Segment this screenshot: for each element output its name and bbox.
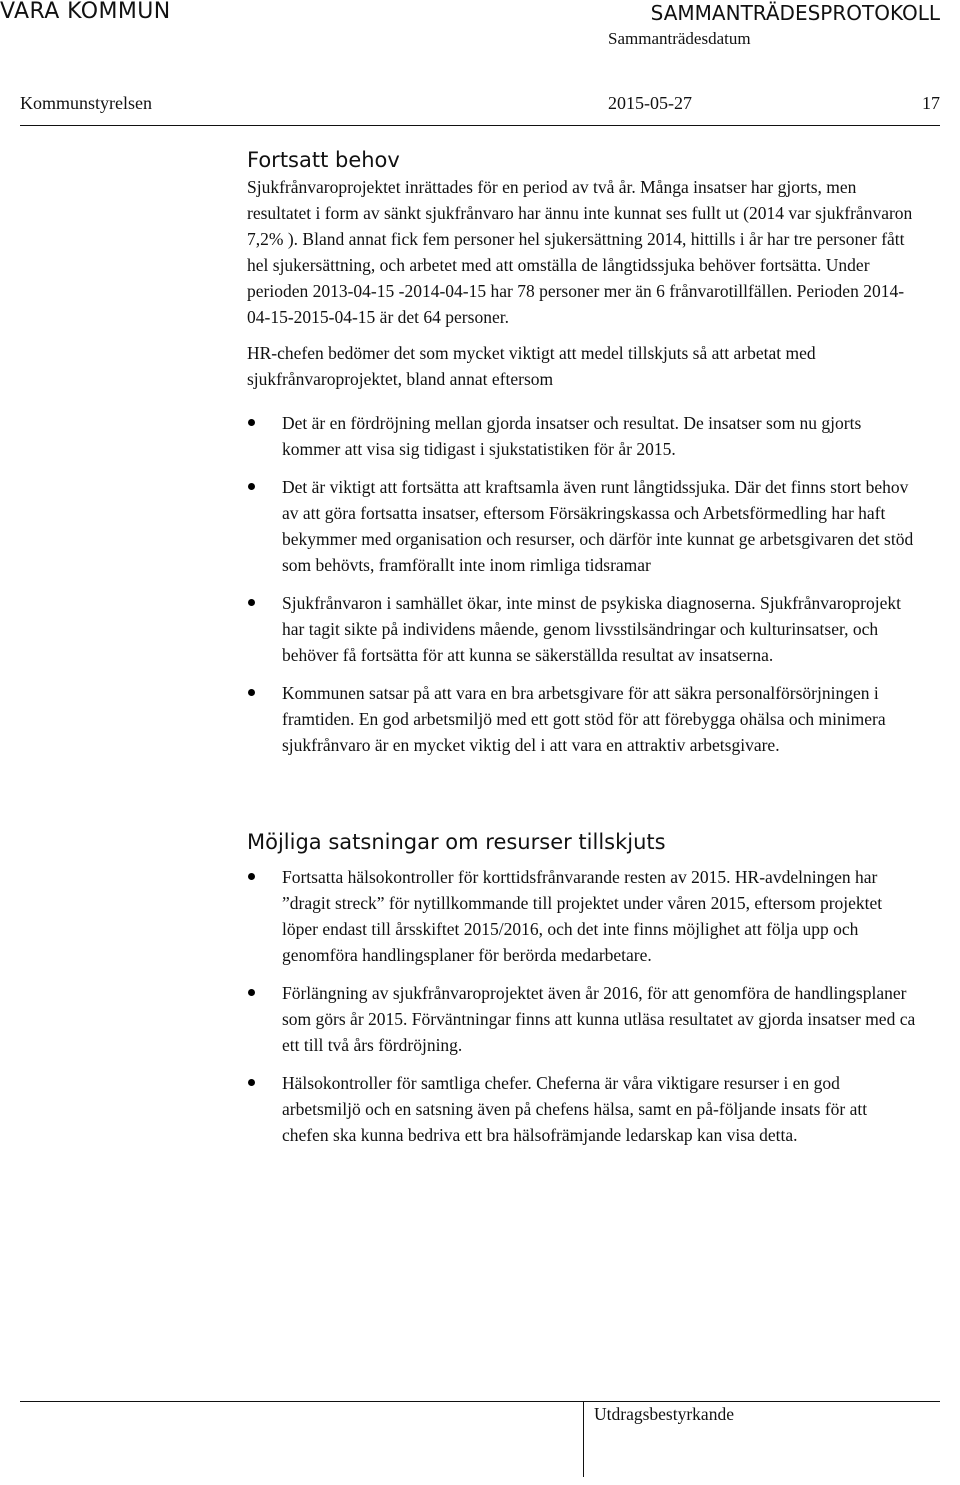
list-item [247, 410, 917, 462]
body-paragraph: HR-chefen bedömer det som mycket viktigt att medel tillskjuts så att arbetat med sjukfrånvaroprojektet, bland annat eftersom [247, 343, 816, 389]
header-divider [20, 125, 940, 126]
list-item-text: Det är viktigt att fortsätta att kraftsamla även runt långtidssjuka. Där det finns stort behov av att göra fortsatta insatser, eftersom Försäkringskassa och Arbetsförmedling har haft bekymmer med organisation och resurser, och därför inte kunnat ge arbetsgivaren det stöd som behövts, framförallt inte inom rimliga tidsramar [282, 477, 914, 575]
list-item [247, 864, 917, 968]
org-name: VARA KOMMUN [0, 0, 171, 24]
document-body [247, 146, 917, 1160]
list-item-text: Det är en fördröjning mellan gjorda insatser och resultat. De insatser som nu gjorts kommer att visa sig tidigast i sjukstatistiken för år 2015. [282, 413, 862, 459]
committee-name: Kommunstyrelsen [20, 93, 152, 113]
footer-divider [20, 1401, 940, 1402]
meeting-date-label: Sammanträdesdatum [608, 29, 751, 48]
list-item-text: Kommunen satsar på att vara en bra arbetsgivare för att säkra personalförsörjningen i framtiden. En god arbetsmiljö med ett gott stöd för att förebygga ohälsa och minimera sjukfrånvaro är en mycket viktig del i att vara en attraktiv arbetsgivare. [282, 683, 886, 755]
meeting-date: 2015-05-27 [608, 93, 692, 113]
bullet-icon [248, 599, 255, 606]
list-item [247, 474, 917, 578]
list-item [247, 590, 917, 668]
document-type: SAMMANTRÄDESPROTOKOLL [650, 1, 940, 25]
body-paragraph: Sjukfrånvaroprojektet inrättades för en period av två år. Många insatser har gjorts, men resultatet i form av sänkt sjukfrånvaro har ännu inte kunnat ses fullt ut (2014 var sjukfrånvaron 7,2% ). Bland annat fick fem personer hel sjukersättning 2014, hittills i år har tre personer fått hel sjukersättning, och arbetet med att omställa de långtidssjuka behöver fortsätta. Under perioden 2013-04-15 -2014-04-15 har 78 personer mer än 6 frånvarotillfällen. Perioden 2014-04-15-2015-04-15 är det 64 personer. [247, 177, 913, 327]
bullet-icon [248, 873, 255, 880]
list-item-text: Förlängning av sjukfrånvaroprojektet även år 2016, för att genomföra de handlingsplaner som görs år 2015. Förväntningar finns att kunna utläsa resultatet av gjorda insatser med ca ett till två års fördröjning. [282, 983, 916, 1055]
bullet-list-reasons [247, 410, 917, 758]
list-item-text: Fortsatta hälsokontroller för korttidsfrånvarande resten av 2015. HR-avdelningen har ”dragit streck” för nytillkommande till projektet under våren 2015, eftersom projektet löper endast till årsskiftet 2015/2016, och det inte finns möjlighet att följa upp och genomföra handlingsplaner för berörda medarbetare. [282, 867, 883, 965]
list-item [247, 680, 917, 758]
list-item-text: Sjukfrånvaron i samhället ökar, inte minst de psykiska diagnoserna. Sjukfrånvaroprojekt har tagit sikte på individens mående, genom livsstilsändringar och kulturinsatser, och behöver få fortsätta för att kunna se säkerställda resultat av insatserna. [282, 593, 901, 665]
bullet-icon [248, 419, 255, 426]
bullet-icon [248, 689, 255, 696]
bullet-icon [248, 989, 255, 996]
certification-label: Utdragsbestyrkande [594, 1404, 734, 1424]
bullet-icon [248, 483, 255, 490]
list-item [247, 980, 917, 1058]
page-number: 17 [922, 93, 940, 113]
list-item [247, 1070, 917, 1148]
section-heading-mojliga-satsningar: Möjliga satsningar om resurser tillskjuts [247, 830, 666, 854]
list-item-text: Hälsokontroller för samtliga chefer. Cheferna är våra viktigare resurser i en god arbetsmiljö och en satsning även på chefens hälsa, samt en på-följande insats för att chefen ska kunna bedriva ett bra hälsofrämjande ledarskap kan visa detta. [282, 1073, 868, 1145]
section-heading-fortsatt-behov: Fortsatt behov [247, 148, 400, 172]
bullet-list-proposals [247, 864, 917, 1148]
bullet-icon [248, 1079, 255, 1086]
footer-vertical-divider [583, 1401, 584, 1477]
